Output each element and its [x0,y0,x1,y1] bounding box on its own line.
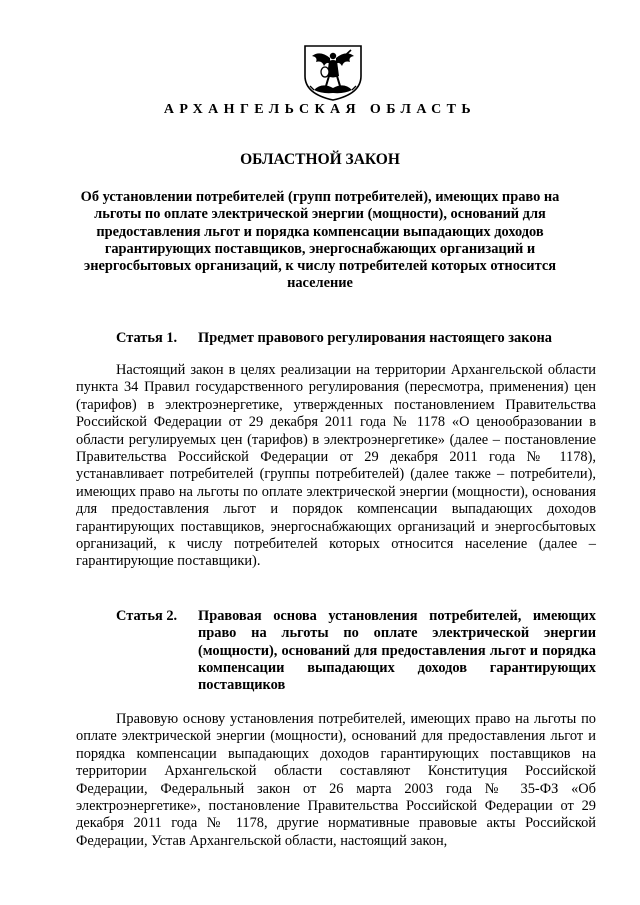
article-2-heading [0,608,640,698]
article-2-title: Правовая основа установления потребителей, имеющих право на льготы по оплате электрической энергии (мощности), оснований для предоставления льгот и порядка компенсации выпадающих доходов гарантирующих поставщиков [198,608,596,694]
law-title: Об установлении потребителей (групп потребителей), имеющих право на льготы по оплате электрической энергии (мощности), оснований для предоставления льгот и порядка компенсации выпадающих доходов гарантирующих поставщиков, энергоснабжающих организаций и энергосбытовых организаций, к числу потребителей которых относится население [80,189,560,292]
article-1-number: Статья 1. [116,330,178,346]
law-type-heading: ОБЛАСТНОЙ ЗАКОН [240,151,400,168]
article-2-text: Правовую основу установления потребителей, имеющих право на льготы по оплате электрической энергии (мощности), оснований для предоставления льгот и порядка компенсации выпадающих доходов гарантирующих поставщиков на территории Архангельской области составляют Конституция Российской Федерации, Федеральный закон от 26 марта 2003 года № 35-ФЗ «Об электроэнергетике», постановление Правительства Российской Федерации от 29 декабря 2011 года № 1178, другие нормативные правовые акты Российской Федерации, Устав Архангельской области, настоящий закон, [76,711,596,849]
region-heading: АРХАНГЕЛЬСКАЯ ОБЛАСТЬ [163,102,477,117]
article-2-number: Статья 2. [116,608,178,624]
article-1-heading [0,330,640,350]
archangel-slaying-demon-coat-of-arms-icon [302,44,364,102]
article-1-text: Настоящий закон в целях реализации на территории Архангельской области пункта 34 Правил государственного регулирования (пересмотра, применения) цен (тарифов) в электроэнергетике, утвержденных постановлением Правительства Российской Федерации от 29 декабря 2011 года № 1178 «О ценообразовании в области регулируемых цен (тарифов) в электроэнергетике» (далее – постановление Правительства Российской Федерации от 29 декабря 2011 года № 1178), устанавливает потребителей (группы потребителей) (далее также – потребители), имеющих право на льготы по оплате электрической энергии (мощности), основания для предоставления льгот и порядок компенсации выпадающих доходов гарантирующих поставщиков, энергоснабжающих организаций и энергосбытовых организаций, к числу потребителей которых относится население (далее – гарантирующие поставщики). [76,362,596,570]
article-1-title: Предмет правового регулирования настоящего закона [198,330,552,346]
